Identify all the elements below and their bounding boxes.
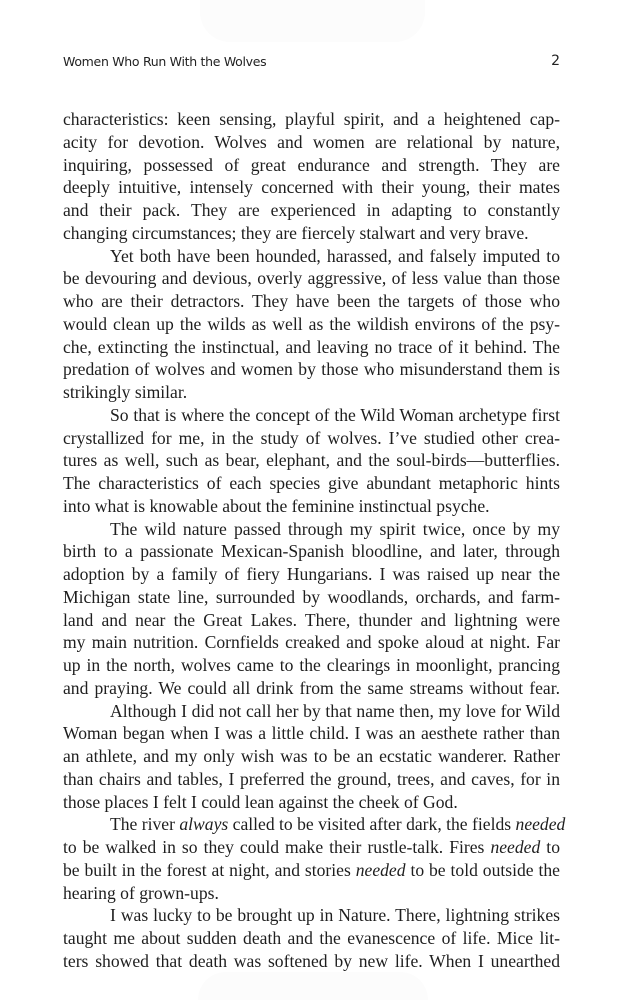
text-line: adoption by a family of fiery Hungarians. I was raised up near the — [63, 564, 560, 584]
text-line: who are their detractors. They have been the targets of those who — [63, 291, 560, 311]
emphasis: always — [179, 814, 229, 835]
paragraph — [63, 518, 560, 700]
emphasis: needed — [355, 859, 406, 880]
text-line: che, extincting the instinctual, and leaving no trace of it behind. The — [63, 336, 560, 357]
text-line: those places I felt I could lean against the cheek of God. — [63, 791, 458, 812]
emphasis: needed — [515, 814, 566, 835]
text-line: Although I did not call her by that name then, my love for Wild — [110, 700, 560, 721]
paragraph — [63, 700, 560, 814]
text-line: inquiring, possessed of great endurance and strength. They are — [63, 154, 560, 175]
text-line: Yet both have been hounded, harassed, and falsely imputed to — [110, 245, 560, 266]
text-line: I was lucky to be brought up in Nature. There, lightning strikes — [110, 905, 560, 926]
text-line: than chairs and tables, I preferred the ground, trees, and caves, for in — [63, 768, 560, 789]
text-line: up in the north, wolves came to the clearings in moonlight, prancing — [63, 655, 560, 675]
text-line: hearing of grown-ups. — [63, 882, 219, 903]
book-title: Women Who Run With the Wolves — [63, 53, 267, 69]
paragraph — [63, 108, 560, 245]
paragraph — [63, 904, 560, 972]
running-head — [63, 50, 560, 72]
text-line: be built in the forest at night, and stories needed to be told outside the — [63, 859, 560, 880]
text-line: Woman began when I was a little child. I was an aesthete rather than — [63, 723, 560, 744]
paragraph — [63, 404, 560, 518]
text-line: The river always called to be visited after dark, the fields needed — [110, 814, 566, 835]
text-line: would clean up the wilds as well as the wildish environs of the psy- — [63, 313, 560, 334]
text-line: Michigan state line, surrounded by woodlands, orchards, and farm- — [63, 586, 560, 607]
page-body — [63, 108, 566, 973]
text-line: to be walked in so they could make their rustle-talk. Fires needed to — [63, 837, 560, 857]
text-line: be devouring and devious, overly aggressive, of less value than those — [63, 268, 560, 289]
text-line: deeply intuitive, intensely concerned with their young, their mates — [63, 177, 560, 198]
text-line: The wild nature passed through my spirit twice, once by my — [110, 518, 560, 539]
text-line: changing circumstances; they are fiercely stalwart and very brave. — [63, 222, 529, 243]
text-line: into what is knowable about the feminine instinctual psyche. — [63, 495, 490, 516]
text-line: acity for devotion. Wolves and women are relational by nature, — [63, 131, 560, 152]
emphasis: needed — [490, 837, 541, 857]
text-line: ters showed that death was softened by new life. When I unearthed — [63, 950, 560, 971]
text-line: land and near the Great Lakes. There, thunder and lightning were — [63, 609, 560, 630]
page-number: 2 — [551, 53, 560, 69]
text-line: birth to a passionate Mexican-Spanish bloodline, and later, through — [63, 541, 560, 562]
text-line: tures as well, such as bear, elephant, and the soul-birds—butterflies. — [63, 450, 560, 471]
text-line: crystallized for me, in the study of wolves. I’ve studied other crea- — [63, 427, 560, 448]
text-line: my main nutrition. Cornfields creaked and spoke aloud at night. Far — [63, 632, 560, 653]
text-line: an athlete, and my only wish was to be an ecstatic wanderer. Rather — [63, 746, 560, 766]
text-line: and their pack. They are experienced in adapting to constantly — [63, 200, 560, 220]
paragraph — [63, 813, 566, 904]
text-line: strikingly similar. — [63, 382, 188, 402]
text-line: taught me about sudden death and the evanescence of life. Mice lit- — [63, 928, 560, 948]
page-turn-overlay-bottom — [198, 972, 428, 1000]
page-turn-overlay-top — [200, 0, 425, 42]
text-line: and praying. We could all drink from the same streams without fear. — [63, 677, 560, 698]
text-line: So that is where the concept of the Wild Woman archetype first — [110, 404, 560, 425]
text-line: predation of wolves and women by those who misunderstand them is — [63, 359, 560, 380]
paragraph — [63, 245, 560, 404]
text-line: characteristics: keen sensing, playful spirit, and a heightened cap- — [63, 109, 560, 129]
text-line: The characteristics of each species give abundant metaphoric hints — [63, 473, 560, 493]
